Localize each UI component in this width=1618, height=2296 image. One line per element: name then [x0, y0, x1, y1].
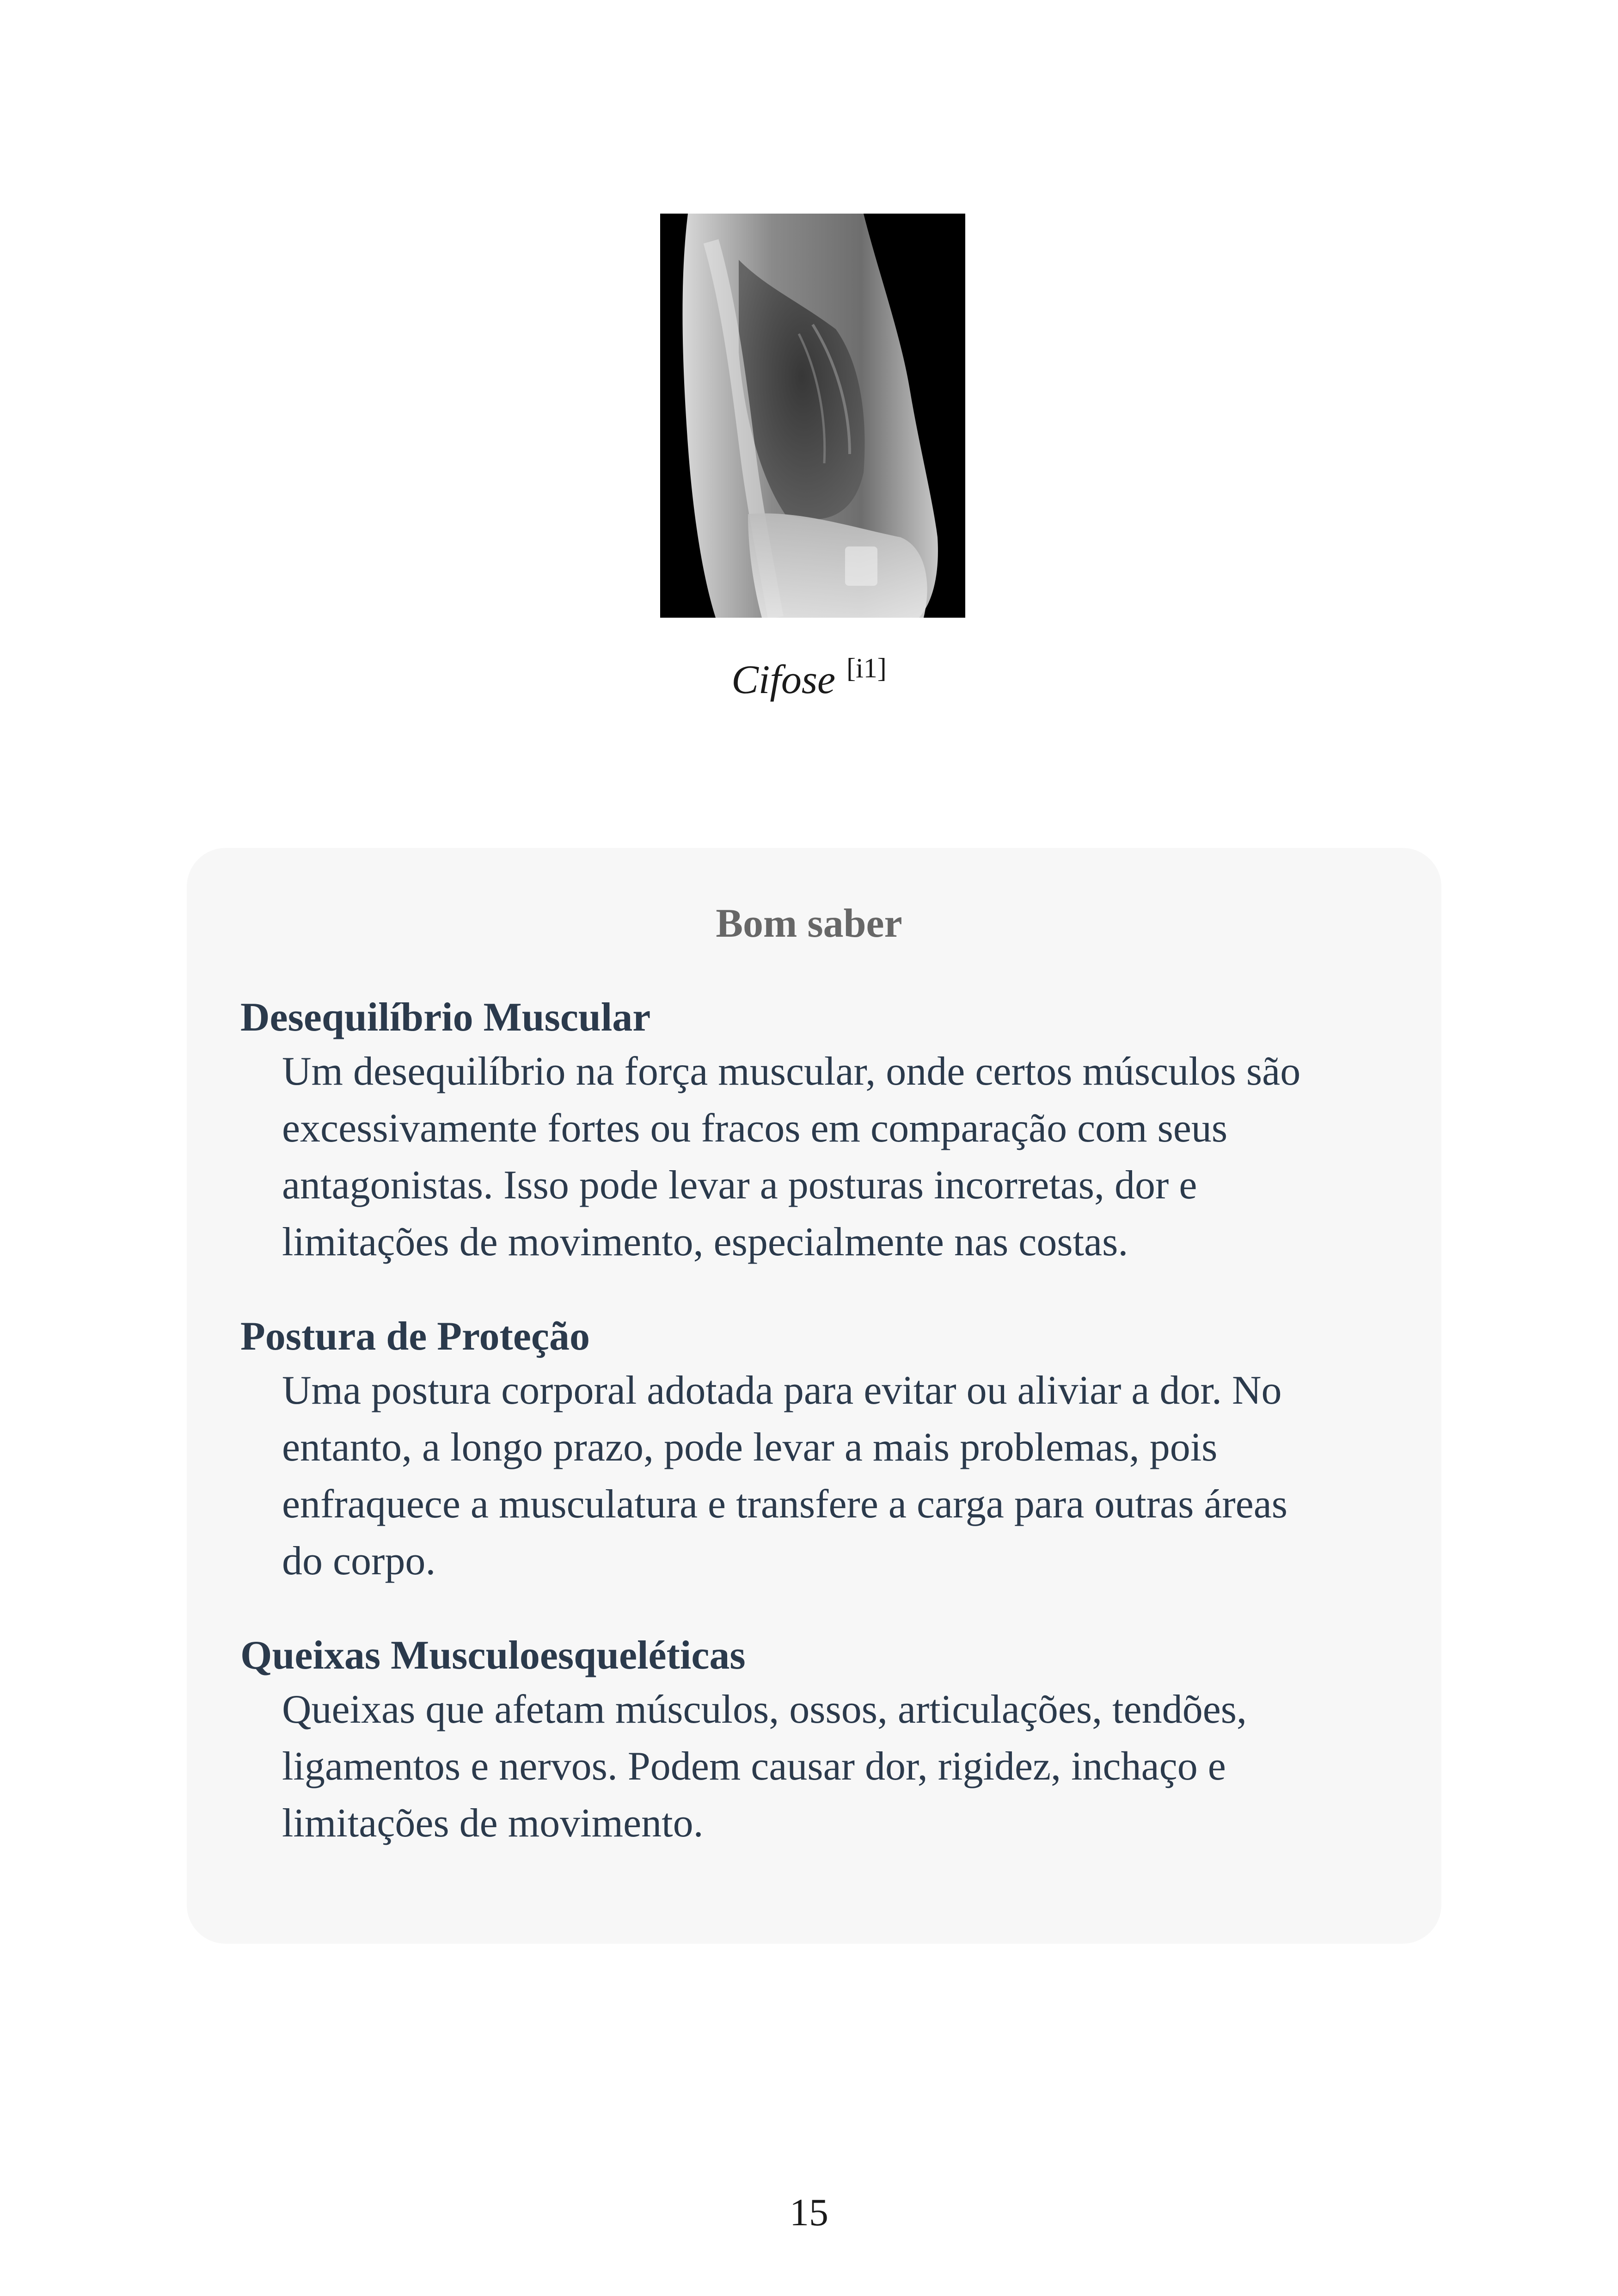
glossary-entry-protective-posture — [240, 1311, 1415, 1590]
definition-line: Queixas que afetam músculos, ossos, articulações, tendões, — [282, 1687, 1247, 1732]
glossary-definition — [282, 1043, 1415, 1271]
glossary-term: Queixas Musculoesqueléticas — [240, 1633, 746, 1678]
definition-line: antagonistas. Isso pode levar a posturas incorretas, dor e — [282, 1163, 1197, 1208]
caption-text: Cifose — [731, 657, 836, 702]
image-reference: [i1] — [846, 653, 887, 683]
kyphosis-xray-image — [660, 214, 965, 618]
glossary-term: Desequilíbrio Muscular — [240, 995, 651, 1040]
glossary-definition — [282, 1362, 1415, 1590]
glossary-entry-musculoskeletal-complaints — [240, 1630, 1415, 1852]
page-number: 15 — [790, 2191, 828, 2234]
definition-line: do corpo. — [282, 1539, 436, 1584]
info-box-title: Bom saber — [716, 901, 902, 946]
glossary-term: Postura de Proteção — [240, 1314, 590, 1359]
definition-line: enfraquece a musculatura e transfere a carga para outras áreas — [282, 1482, 1288, 1527]
definition-line: Uma postura corporal adotada para evitar ou aliviar a dor. No — [282, 1368, 1282, 1413]
definition-line: limitações de movimento, especialmente nas costas. — [282, 1220, 1128, 1265]
glossary-entry-muscular-imbalance — [240, 992, 1415, 1271]
definition-line: limitações de movimento. — [282, 1801, 704, 1846]
figure-caption — [0, 653, 1618, 705]
definition-line: entanto, a longo prazo, pode levar a mais problemas, pois — [282, 1425, 1218, 1470]
glossary-definition — [282, 1681, 1415, 1852]
definition-line: Um desequilíbrio na força muscular, onde certos músculos são — [282, 1049, 1301, 1094]
definition-line: ligamentos e nervos. Podem causar dor, rigidez, inchaço e — [282, 1744, 1226, 1789]
definition-line: excessivamente fortes ou fracos em comparação com seus — [282, 1106, 1228, 1151]
